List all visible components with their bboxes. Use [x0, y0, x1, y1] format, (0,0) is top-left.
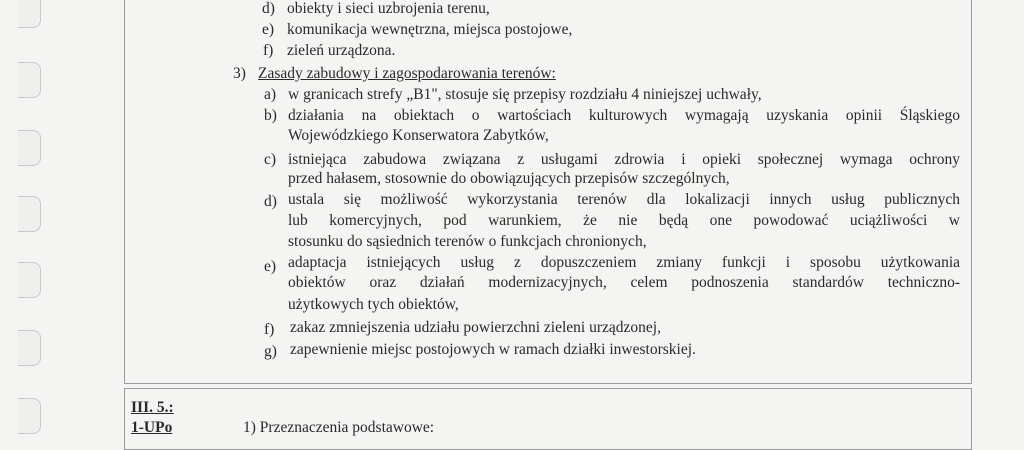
list-marker: a) — [264, 86, 277, 103]
list-item: Wojewódzkiego Konserwatora Zabytków, — [288, 127, 549, 144]
punch-hole — [18, 262, 41, 298]
list-marker: d) — [262, 0, 275, 17]
punch-hole — [18, 196, 41, 232]
punch-hole — [18, 62, 41, 98]
list-item: zieleń urządzona. — [287, 42, 396, 59]
section-first-point: 1) Przeznaczenia podstawowe: — [243, 419, 435, 436]
list-item: adaptacja istniejących usług z dopuszczeniem zmiany funkcji i sposobu użytkowania — [288, 254, 960, 271]
list-marker: f) — [263, 42, 274, 59]
list-marker: f) — [264, 321, 275, 338]
list-item: w granicach strefy „B1", stosuje się przepisy rozdziału 4 niniejszej uchwały, — [288, 86, 762, 103]
list-marker: g) — [264, 343, 277, 360]
punch-hole — [18, 130, 41, 166]
list-item: użytkowych tych obiektów, — [288, 296, 459, 313]
list-item: lub komercyjnych, pod warunkiem, że nie będą one powodować uciążliwości w — [288, 212, 960, 229]
list-item: działania na obiektach o wartościach kulturowych wymagają uzyskania opinii Śląskiego — [288, 107, 960, 124]
list-item: komunikacja wewnętrzna, miejsca postojowe, — [287, 21, 573, 38]
list-marker: e) — [262, 21, 275, 38]
list-item: stosunku do sąsiednich terenów o funkcjach chronionych, — [288, 233, 647, 250]
point-heading: Zasady zabudowy i zagospodarowania terenów: — [258, 65, 556, 82]
list-item: przed hałasem, stosownie do obowiązujących przepisów szczególnych, — [288, 170, 730, 187]
list-item: zapewnienie miejsc postojowych w ramach działki inwestorskiej. — [290, 341, 696, 358]
list-item: zakaz zmniejszenia udziału powierzchni zieleni urządzonej, — [290, 319, 661, 336]
list-item: istniejąca zabudowa związana z usługami zdrowia i opieki społecznej wymaga ochrony — [288, 151, 960, 168]
list-marker: d) — [264, 193, 277, 210]
binder-holes — [0, 0, 60, 431]
list-marker: e) — [264, 258, 277, 275]
list-item: obiekty i sieci uzbrojenia terenu, — [287, 0, 490, 17]
section-number: III. 5.: — [131, 399, 174, 416]
punch-hole — [18, 0, 41, 28]
punch-hole — [18, 330, 41, 366]
list-marker: b) — [264, 107, 277, 124]
list-item: obiektów oraz działań modernizacyjnych, celem podnoszenia standardów techniczno- — [288, 274, 960, 291]
point-marker: 3) — [233, 65, 246, 82]
section-code: 1-UPo — [131, 419, 173, 436]
list-item: ustala się możliwość wykorzystania terenów dla lokalizacji innych usług publicznych — [288, 191, 960, 208]
list-marker: c) — [264, 151, 277, 168]
punch-hole — [18, 398, 41, 434]
